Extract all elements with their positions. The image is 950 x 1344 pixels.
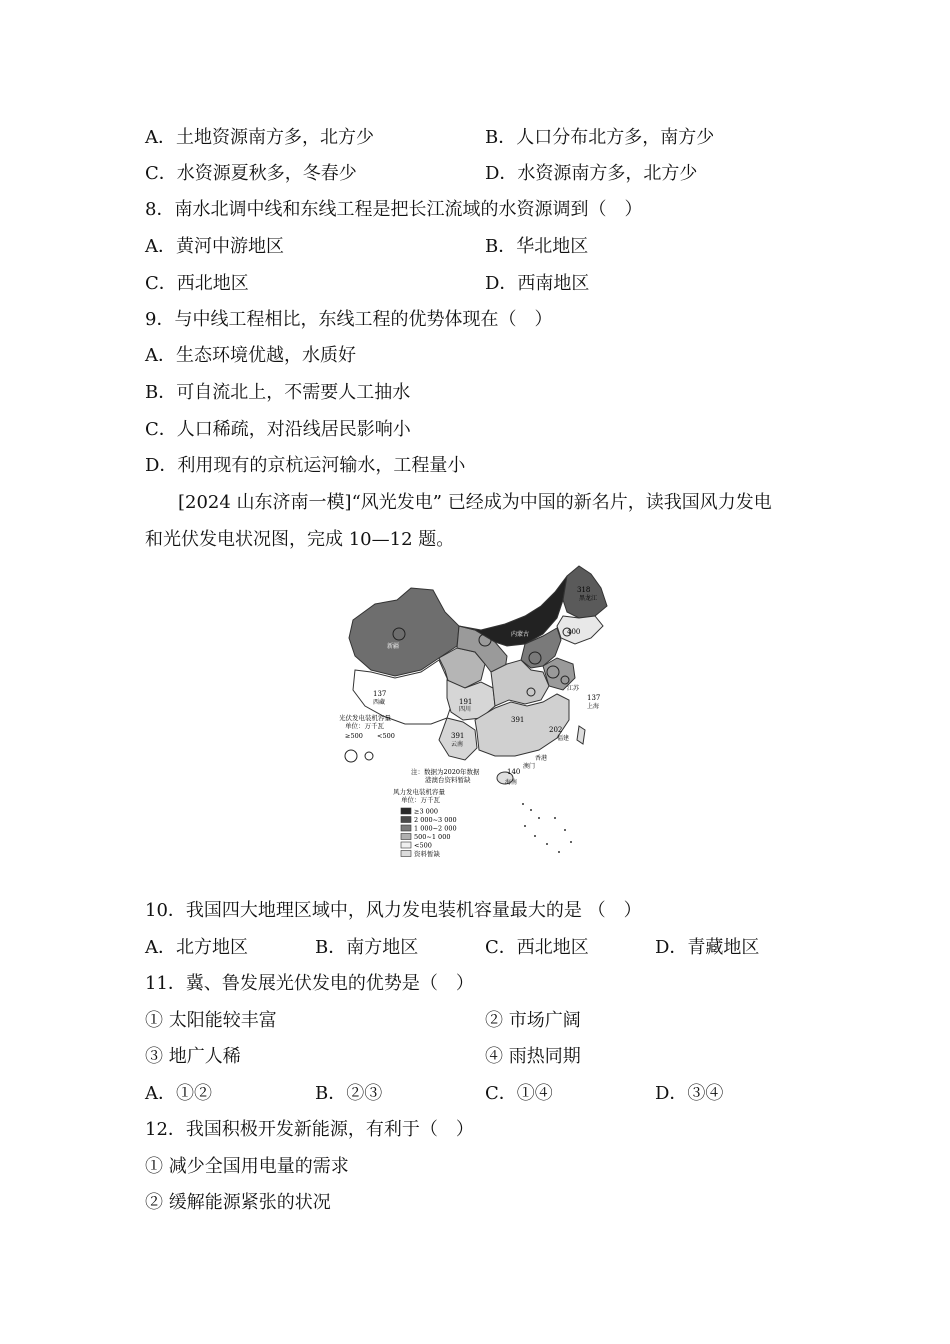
q10-option-c: C．西北地区 (485, 937, 589, 958)
q11-statement-3: ③ 地广人稀 (145, 1046, 241, 1067)
label-jilin-val: 400 (567, 628, 581, 636)
q9-option-d: D．利用现有的京杭运河输水，工程量小 (145, 455, 466, 476)
q8-option-d: D．西南地区 (485, 273, 590, 294)
q12-statement-2: ② 缓解能源紧张的状况 (145, 1192, 331, 1213)
label-shanghai: 上海 (587, 703, 600, 710)
label-hk: 香港 (535, 755, 548, 762)
intro-line-1: [2024 山东济南一模]“风光发电” 已经成为中国的新名片，读我国风力发电 (178, 492, 772, 513)
wind-legend-swatch (401, 825, 411, 831)
q9-option-b: B．可自流北上，不需要人工抽水 (145, 382, 411, 403)
wind-legend-swatch (401, 808, 411, 814)
south-sea-islands (522, 803, 572, 853)
q10-option-d: D．青藏地区 (655, 937, 760, 958)
wind-legend-label: 1 000~2 000 (414, 824, 457, 833)
label-jiangsu: 江苏 (567, 685, 580, 692)
label-heilongjiang: 黑龙江 (579, 595, 598, 602)
q9-option-c: C．人口稀疏，对沿线居民影响小 (145, 419, 411, 440)
q8-option-a: A．黄河中游地区 (145, 236, 284, 257)
q11-statement-2: ② 市场广阔 (485, 1010, 581, 1031)
q10-stem: 10．我国四大地理区域中，风力发电装机容量最大的是 （ ） (145, 900, 642, 921)
label-yunnan-val: 391 (451, 732, 465, 740)
q10-option-a: A．北方地区 (145, 937, 248, 958)
pv-legend-low: <500 (377, 732, 395, 740)
pv-legend-title: 光伏发电装机容量 (339, 714, 391, 722)
q11-option-a: A．①② (145, 1083, 212, 1104)
pv-legend-high: ≥500 (345, 732, 363, 740)
q7-option-c: C．水资源夏秋多，冬春少 (145, 163, 357, 184)
q11-statement-1: ① 太阳能较丰富 (145, 1010, 277, 1031)
wind-legend-label: 500~1 000 (414, 833, 451, 841)
wind-legend (401, 808, 457, 859)
label-shanghai-val: 137 (587, 694, 601, 702)
q12-statement-1: ① 减少全国用电量的需求 (145, 1156, 349, 1177)
china-wind-pv-map (335, 560, 617, 872)
label-macau: 澳门 (523, 763, 536, 770)
q8-option-b: B．华北地区 (485, 236, 589, 257)
label-guizhou-val: 391 (511, 716, 525, 724)
pv-legend-high-icon (345, 750, 357, 762)
label-xizang-val: 137 (373, 690, 387, 698)
wind-legend-label: <500 (414, 841, 432, 850)
wind-legend-unit: 单位：万千瓦 (401, 796, 440, 804)
q7-option-a: A．土地资源南方多，北方少 (145, 127, 374, 148)
wind-legend-label: 2 000~3 000 (414, 816, 457, 824)
pv-legend-unit: 单位：万千瓦 (345, 722, 384, 730)
wind-legend-swatch (401, 817, 411, 823)
wind-legend-label: 资料暂缺 (414, 850, 440, 858)
q11-option-b: B．②③ (315, 1083, 383, 1104)
q11-option-d: D．③④ (655, 1083, 724, 1104)
wind-legend-title: 风力发电装机容量 (393, 788, 445, 796)
label-sichuan: 四川 (459, 706, 472, 713)
label-heilongjiang-val: 318 (577, 586, 591, 594)
pv-legend-low-icon (365, 752, 373, 760)
q9-option-a: A．生态环境优越，水质好 (145, 345, 356, 366)
q12-stem: 12．我国积极开发新能源，有利于（ ） (145, 1119, 474, 1140)
label-xinjiang: 新疆 (387, 643, 400, 650)
map-note-1: 注：数据为2020年数据 (411, 768, 480, 776)
wind-legend-label: ≥3 000 (414, 807, 439, 816)
q8-option-c: C．西北地区 (145, 273, 249, 294)
label-neimenggu: 内蒙古 (511, 631, 530, 638)
q8-stem: 8．南水北调中线和东线工程是把长江流域的水资源调到（ ） (145, 199, 643, 220)
wind-legend-swatch (401, 842, 411, 848)
q11-option-c: C．①④ (485, 1083, 553, 1104)
wind-legend-swatch (401, 851, 411, 857)
label-yunnan: 云南 (451, 741, 464, 748)
region-taiwan (577, 726, 585, 744)
label-fujian: 福建 (557, 735, 570, 742)
q10-option-b: B．南方地区 (315, 937, 419, 958)
q9-stem: 9．与中线工程相比，东线工程的优势体现在（ ） (145, 309, 553, 330)
label-hainan-val: 140 (507, 768, 521, 776)
intro-line-2: 和光伏发电状况图，完成 10—12 题。 (145, 529, 455, 550)
label-sichuan-val: 191 (459, 698, 473, 706)
label-xizang: 西藏 (373, 699, 386, 706)
q7-option-b: B．人口分布北方多，南方少 (485, 127, 715, 148)
label-fujian-val: 202 (549, 726, 563, 734)
q11-statement-4: ④ 雨热同期 (485, 1046, 581, 1067)
wind-legend-swatch (401, 834, 411, 840)
label-hainan: 海南 (505, 779, 518, 786)
map-note-2: 港澳台资料暂缺 (425, 776, 471, 784)
q11-stem: 11．冀、鲁发展光伏发电的优势是（ ） (145, 973, 474, 994)
q7-option-d: D．水资源南方多，北方少 (485, 163, 698, 184)
